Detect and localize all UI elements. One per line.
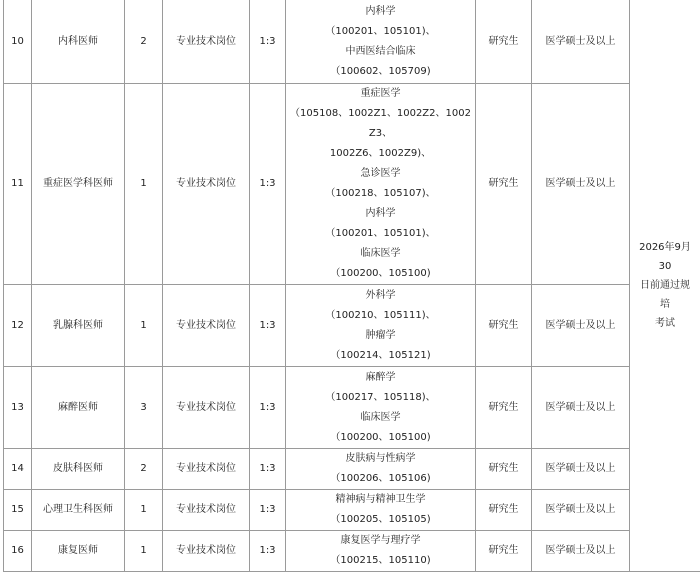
major-line: （100602、105709) bbox=[288, 62, 473, 82]
major-line: （100217、105118)、 bbox=[288, 388, 473, 408]
row-number: 10 bbox=[4, 0, 32, 84]
major-line: 内科学 bbox=[288, 204, 473, 224]
major-line: 麻醉学 bbox=[288, 368, 473, 388]
position-type: 专业技术岗位 bbox=[163, 0, 250, 84]
major-line: （105108、1002Z1、1002Z2、1002Z3、 bbox=[288, 104, 473, 144]
row-number: 14 bbox=[4, 449, 32, 490]
major-line: 皮肤病与性病学 bbox=[288, 449, 473, 469]
education: 研究生 bbox=[476, 367, 532, 449]
table-row bbox=[4, 285, 700, 367]
major-line: （100206、105106) bbox=[288, 469, 473, 489]
degree: 医学硕士及以上 bbox=[532, 84, 630, 285]
degree: 医学硕士及以上 bbox=[532, 490, 630, 531]
position-title: 内科医师 bbox=[32, 0, 125, 84]
position-type: 专业技术岗位 bbox=[163, 367, 250, 449]
other-requirement-note bbox=[630, 0, 700, 572]
position-type: 专业技术岗位 bbox=[163, 531, 250, 572]
major-line: （100201、105101)、 bbox=[288, 22, 473, 42]
hire-count: 1 bbox=[125, 84, 163, 285]
table-row bbox=[4, 449, 700, 490]
major-line: （100200、105100) bbox=[288, 264, 473, 284]
row-number: 16 bbox=[4, 531, 32, 572]
row-number: 13 bbox=[4, 367, 32, 449]
table-row bbox=[4, 0, 700, 84]
education: 研究生 bbox=[476, 531, 532, 572]
hire-count: 2 bbox=[125, 0, 163, 84]
position-type: 专业技术岗位 bbox=[163, 285, 250, 367]
ratio: 1:3 bbox=[250, 285, 286, 367]
note-line: 2026年9月30 bbox=[636, 238, 694, 276]
ratio: 1:3 bbox=[250, 0, 286, 84]
ratio: 1:3 bbox=[250, 449, 286, 490]
note-line: 考试 bbox=[636, 314, 694, 333]
position-title: 皮肤科医师 bbox=[32, 449, 125, 490]
major-line: 肿瘤学 bbox=[288, 326, 473, 346]
major-line: （100215、105110) bbox=[288, 551, 473, 571]
major-requirement bbox=[286, 490, 476, 531]
major-line: 重症医学 bbox=[288, 84, 473, 104]
table-row bbox=[4, 490, 700, 531]
hire-count: 3 bbox=[125, 367, 163, 449]
major-requirement bbox=[286, 84, 476, 285]
major-line: （100200、105100) bbox=[288, 428, 473, 448]
major-requirement bbox=[286, 367, 476, 449]
table-row bbox=[4, 367, 700, 449]
major-line: 中西医结合临床 bbox=[288, 42, 473, 62]
major-requirement bbox=[286, 285, 476, 367]
major-line: 康复医学与理疗学 bbox=[288, 531, 473, 551]
education: 研究生 bbox=[476, 490, 532, 531]
position-title: 乳腺科医师 bbox=[32, 285, 125, 367]
hire-count: 1 bbox=[125, 531, 163, 572]
major-requirement bbox=[286, 531, 476, 572]
major-requirement bbox=[286, 449, 476, 490]
major-line: 外科学 bbox=[288, 286, 473, 306]
position-title: 心理卫生科医师 bbox=[32, 490, 125, 531]
major-line: （100214、105121) bbox=[288, 346, 473, 366]
degree: 医学硕士及以上 bbox=[532, 367, 630, 449]
ratio: 1:3 bbox=[250, 367, 286, 449]
position-type: 专业技术岗位 bbox=[163, 490, 250, 531]
major-line: （100201、105101)、 bbox=[288, 224, 473, 244]
degree: 医学硕士及以上 bbox=[532, 449, 630, 490]
major-line: （100205、105105) bbox=[288, 510, 473, 530]
major-line: 精神病与精神卫生学 bbox=[288, 490, 473, 510]
row-number: 12 bbox=[4, 285, 32, 367]
education: 研究生 bbox=[476, 449, 532, 490]
note-line: 日前通过规培 bbox=[636, 276, 694, 314]
position-title: 康复医师 bbox=[32, 531, 125, 572]
row-number: 11 bbox=[4, 84, 32, 285]
major-line: （100210、105111)、 bbox=[288, 306, 473, 326]
table-body bbox=[4, 0, 700, 572]
ratio: 1:3 bbox=[250, 531, 286, 572]
education: 研究生 bbox=[476, 84, 532, 285]
major-line: 急诊医学 bbox=[288, 164, 473, 184]
degree: 医学硕士及以上 bbox=[532, 285, 630, 367]
row-number: 15 bbox=[4, 490, 32, 531]
ratio: 1:3 bbox=[250, 490, 286, 531]
recruitment-table bbox=[3, 0, 700, 572]
major-line: 临床医学 bbox=[288, 244, 473, 264]
hire-count: 1 bbox=[125, 490, 163, 531]
major-line: 内科学 bbox=[288, 2, 473, 22]
education: 研究生 bbox=[476, 0, 532, 84]
position-title: 重症医学科医师 bbox=[32, 84, 125, 285]
position-title: 麻醉医师 bbox=[32, 367, 125, 449]
table-row bbox=[4, 531, 700, 572]
major-line: 临床医学 bbox=[288, 408, 473, 428]
degree: 医学硕士及以上 bbox=[532, 531, 630, 572]
major-line: （100218、105107)、 bbox=[288, 184, 473, 204]
position-type: 专业技术岗位 bbox=[163, 449, 250, 490]
hire-count: 1 bbox=[125, 285, 163, 367]
ratio: 1:3 bbox=[250, 84, 286, 285]
education: 研究生 bbox=[476, 285, 532, 367]
position-type: 专业技术岗位 bbox=[163, 84, 250, 285]
table-row bbox=[4, 84, 700, 285]
major-requirement bbox=[286, 0, 476, 84]
degree: 医学硕士及以上 bbox=[532, 0, 630, 84]
major-line: 1002Z6、1002Z9)、 bbox=[288, 144, 473, 164]
hire-count: 2 bbox=[125, 449, 163, 490]
